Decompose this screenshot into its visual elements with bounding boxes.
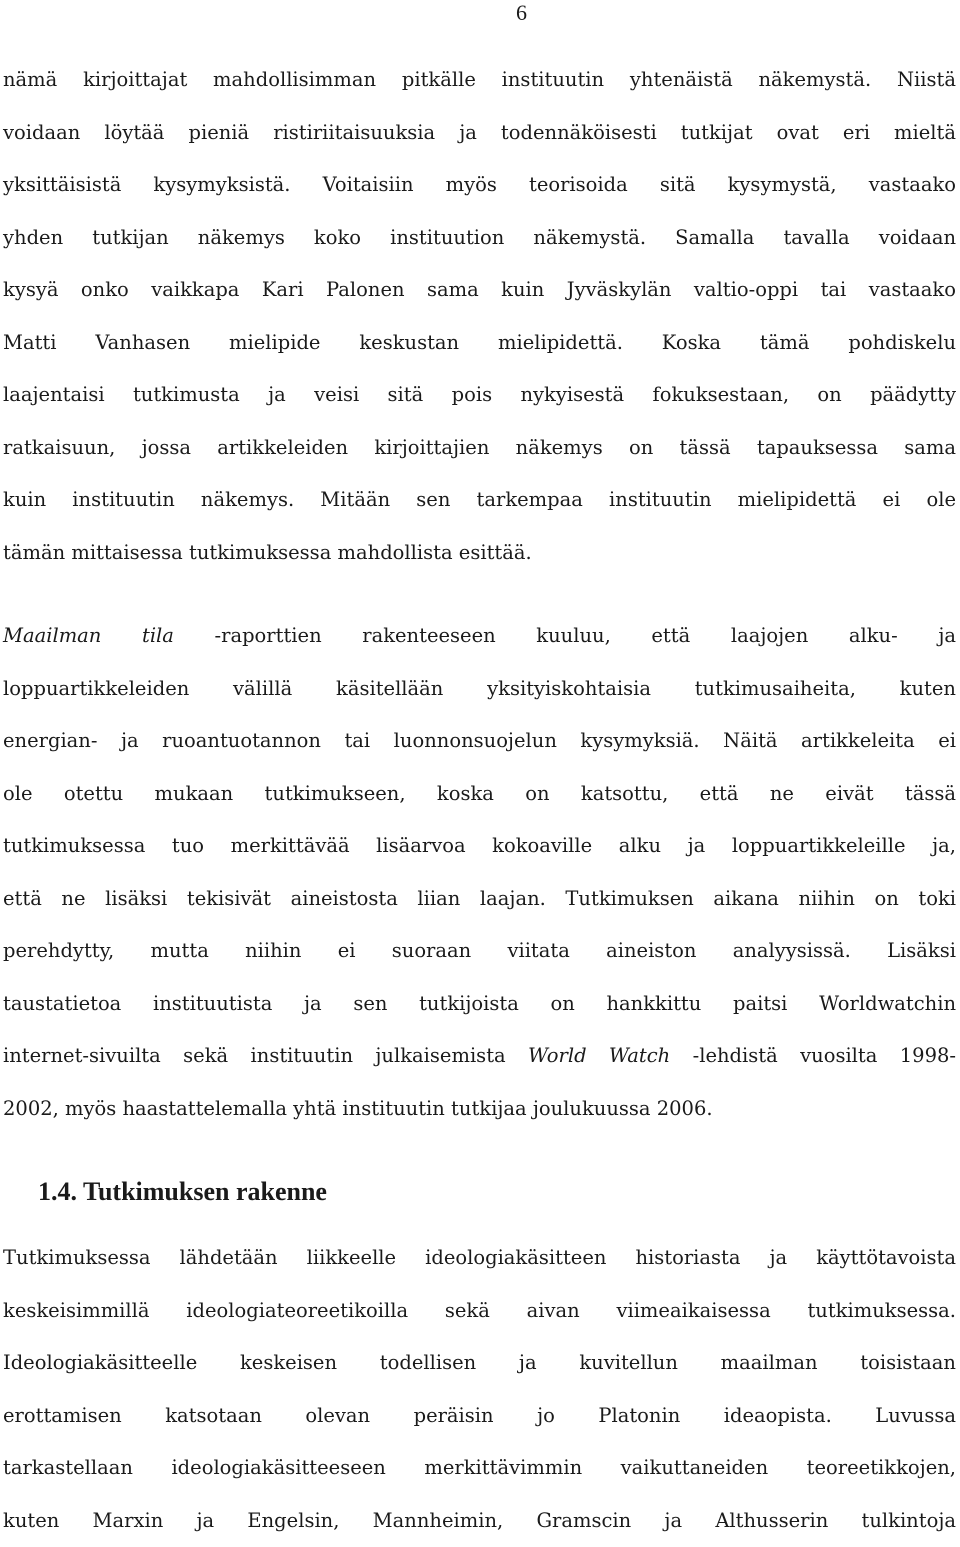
text-line: Ideologiakäsitteelle keskeisen todellisen ja kuvitellun maailman toisistaan <box>3 1337 956 1390</box>
text-line: 2002, myös haastattelemalla yhtä instituutin tutkijaa joulukuussa 2006. <box>3 1083 956 1136</box>
paragraph-3 <box>3 1232 956 1547</box>
page-number: 6 <box>516 0 527 26</box>
paragraph-1 <box>3 54 956 579</box>
text-line: laajentaisi tutkimusta ja veisi sitä pois nykyisestä fokuksestaan, on päädytty <box>3 369 956 422</box>
text-line: Tutkimuksessa lähdetään liikkeelle ideologiakäsitteen historiasta ja käyttötavoista <box>3 1232 956 1285</box>
section-heading <box>38 1170 327 1214</box>
text-line: erottamisen katsotaan olevan peräisin jo Platonin ideaopista. Luvussa <box>3 1390 956 1443</box>
text-line: voidaan löytää pieniä ristiriitaisuuksia ja todennäköisesti tutkijat ovat eri mieltä <box>3 107 956 160</box>
report-title-italic: Maailman tila <box>3 624 174 647</box>
text-line: loppuartikkeleiden välillä käsitellään yksityiskohtaisia tutkimusaiheita, kuten <box>3 663 956 716</box>
text-line: ole otettu mukaan tutkimukseen, koska on katsottu, että ne eivät tässä <box>3 768 956 821</box>
text-line: tutkimuksessa tuo merkittävää lisäarvoa kokoaville alku ja loppuartikkeleille ja, <box>3 820 956 873</box>
text-line: ratkaisuun, jossa artikkeleiden kirjoittajien näkemys on tässä tapauksessa sama <box>3 422 956 475</box>
text-line: että ne lisäksi tekisivät aineistosta liian laajan. Tutkimuksen aikana niihin on toki <box>3 873 956 926</box>
text-line <box>3 1030 956 1083</box>
text-run: -lehdistä vuosilta 1998- <box>670 1044 956 1067</box>
text-line: tarkastellaan ideologiakäsitteeseen merkittävimmin vaikuttaneiden teoreetikkojen, <box>3 1442 956 1495</box>
text-line: kuten Marxin ja Engelsin, Mannheimin, Gramscin ja Althusserin tulkintoja <box>3 1495 956 1547</box>
text-line: keskeisimmillä ideologiateoreetikoilla sekä aivan viimeaikaisessa tutkimuksessa. <box>3 1285 956 1338</box>
text-run: -raporttien rakenteeseen kuuluu, että laajojen alku- ja <box>174 624 956 647</box>
text-run: internet-sivuilta sekä instituutin julkaisemista <box>3 1044 528 1067</box>
section-number: 1.4. <box>38 1177 77 1206</box>
text-line: taustatietoa instituutista ja sen tutkijoista on hankkittu paitsi Worldwatchin <box>3 978 956 1031</box>
text-line <box>3 610 956 663</box>
text-line: perehdytty, mutta niihin ei suoraan viitata aineiston analyysissä. Lisäksi <box>3 925 956 978</box>
text-line: Matti Vanhasen mielipide keskustan mielipidettä. Koska tämä pohdiskelu <box>3 317 956 370</box>
paragraph-2 <box>3 610 956 1135</box>
section-title: Tutkimuksen rakenne <box>83 1177 327 1206</box>
magazine-title-italic: World Watch <box>528 1044 670 1067</box>
text-line: yhden tutkijan näkemys koko instituution näkemystä. Samalla tavalla voidaan <box>3 212 956 265</box>
text-line: kuin instituutin näkemys. Mitään sen tarkempaa instituutin mielipidettä ei ole <box>3 474 956 527</box>
text-line: nämä kirjoittajat mahdollisimman pitkälle instituutin yhtenäistä näkemystä. Niistä <box>3 54 956 107</box>
text-line: tämän mittaisessa tutkimuksessa mahdollista esittää. <box>3 527 956 580</box>
text-line: kysyä onko vaikkapa Kari Palonen sama kuin Jyväskylän valtio-oppi tai vastaako <box>3 264 956 317</box>
text-line: yksittäisistä kysymyksistä. Voitaisiin myös teorisoida sitä kysymystä, vastaako <box>3 159 956 212</box>
text-line: energian- ja ruoantuotannon tai luonnonsuojelun kysymyksiä. Näitä artikkeleita ei <box>3 715 956 768</box>
